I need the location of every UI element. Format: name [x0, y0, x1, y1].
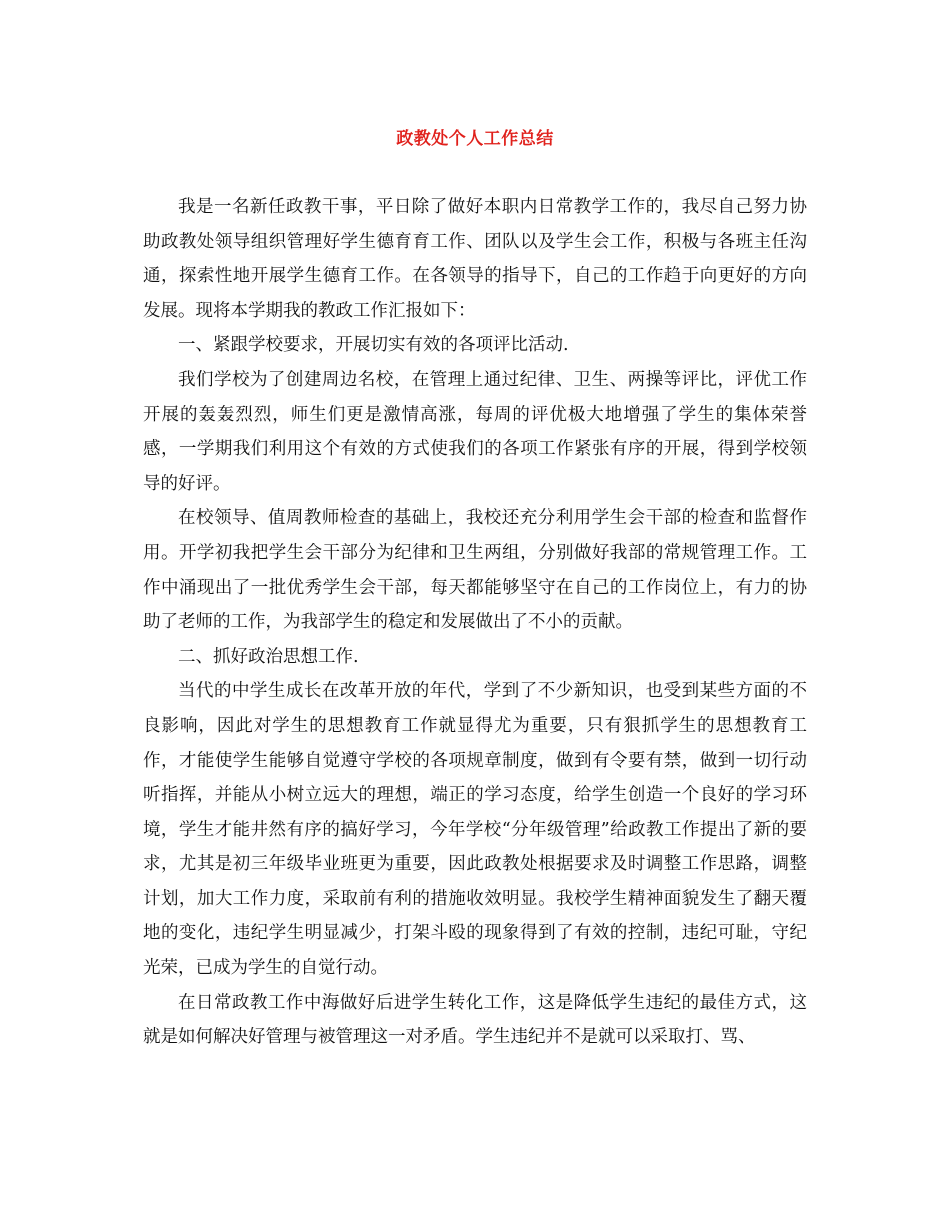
paragraph: 当代的中学生成长在改革开放的年代，学到了不少新知识，也受到某些方面的不良影响，因此对学生的思想教育工作就显得尤为重要，只有狠抓学生的思想教育工作，才能使学生能够自觉遵守学校的各项规章制度，做到有令要有禁，做到一切行动听指挥，并能从小树立远大的理想，端正的学习态度，给学生创造一个良好的学习环境，学生才能井然有序的搞好学习，今年学校“分年级管理”给政教工作提出了新的要求，尤其是初三年级毕业班更为重要，因此政教处根据要求及时调整工作思路，调整计划，加大工作力度，采取前有利的措施收效明显。我校学生精神面貌发生了翻天覆地的变化，违纪学生明显减少，打架斗殴的现象得到了有效的控制，违纪可耻，守纪光荣，已成为学生的自觉行动。: [143, 681, 807, 979]
paragraph: 在校领导、值周教师检查的基础上，我校还充分利用学生会干部的检查和监督作用。开学初我把学生会干部分为纪律和卫生两组，分别做好我部的常规管理工作。工作中涌现出了一批优秀学生会干部，每天都能够坚守在自己的工作岗位上，有力的协助了老师的工作，为我部学生的稳定和发展做出了不小的贡献。: [143, 508, 807, 633]
paragraph-intro: 我是一名新任政教干事，平日除了做好本职内日常教学工作的，我尽自己努力协助政教处领导组织管理好学生德育育工作、团队以及学生会工作，积极与各班主任沟通，探索性地开展学生德育工作。在各领导的指导下，自己的工作趋于向更好的方向发展。现将本学期我的教政工作汇报如下：: [143, 197, 807, 321]
paragraph: 我们学校为了创建周边名校，在管理上通过纪律、卫生、两操等评比，评优工作开展的轰轰烈烈，师生们更是激情高涨，每周的评优极大地增强了学生的集体荣誉感，一学期我们利用这个有效的方式使我们的各项工作紧张有序的开展，得到学校领导的好评。: [143, 369, 807, 494]
document-body: [143, 190, 807, 1055]
section-heading-1: 一、紧跟学校要求，开展切实有效的各项评比活动.: [178, 335, 569, 356]
section-heading-2: 二、抓好政治思想工作.: [178, 646, 359, 667]
document-title: 政教处个人工作总结: [396, 129, 554, 149]
paragraph: 在日常政教工作中海做好后进学生转化工作，这是降低学生违纪的最佳方式，这就是如何解决好管理与被管理这一对矛盾。学生违纪并不是就可以采取打、骂、: [143, 992, 807, 1048]
